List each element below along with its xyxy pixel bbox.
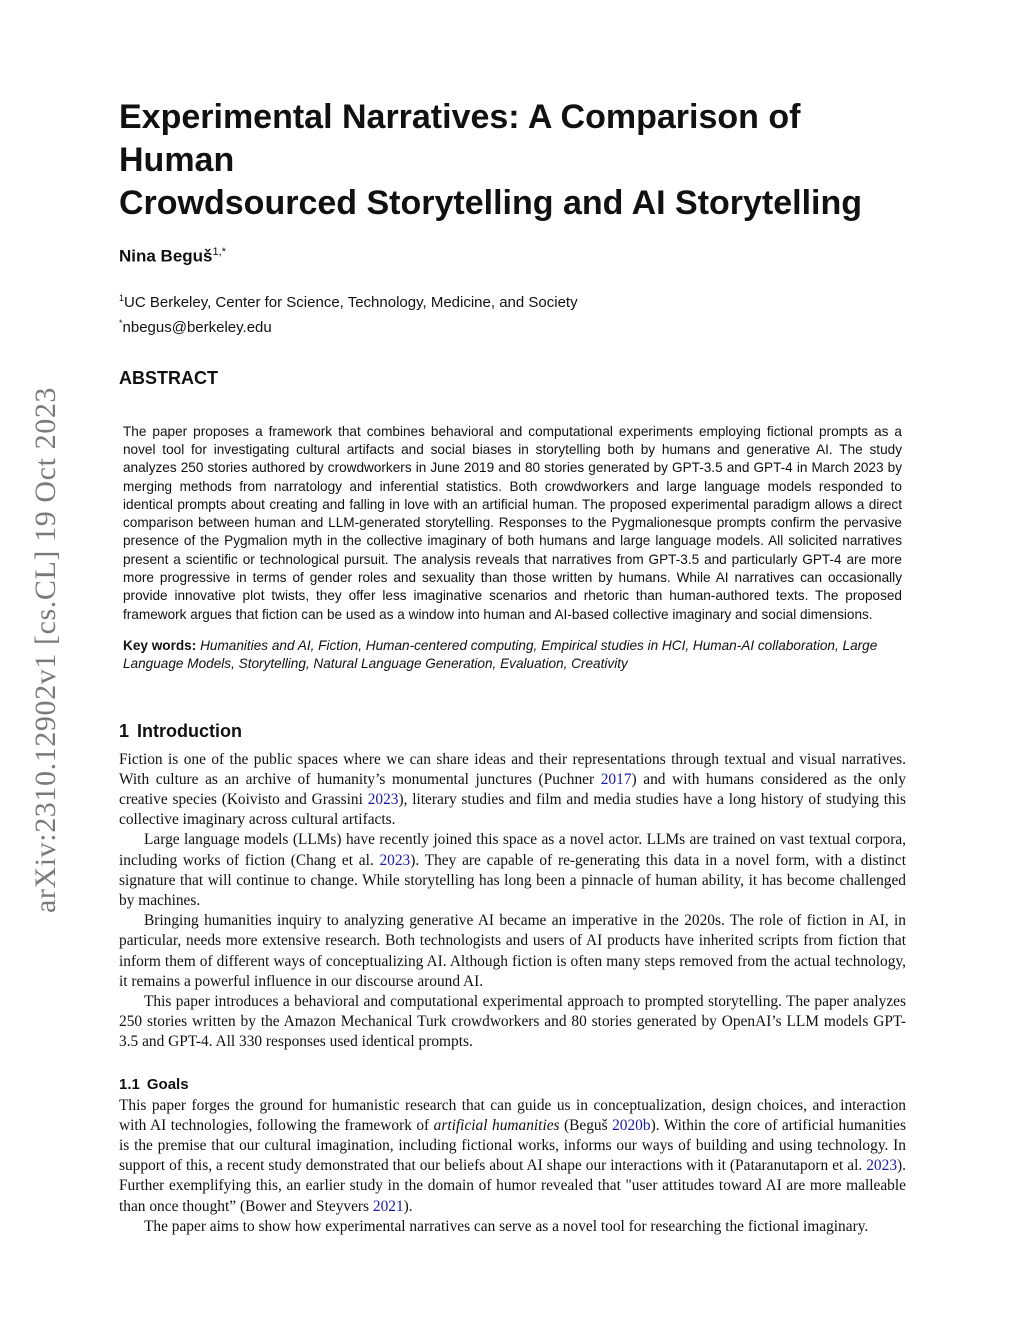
citation-link[interactable]: 2023 (866, 1157, 898, 1175)
affiliation-mark: 1 (119, 292, 125, 303)
subsection-number: 1.1 (119, 1075, 140, 1093)
abstract-heading: ABSTRACT (119, 367, 218, 388)
text-run: ). They are capable of re-generating this data in a novel form, with a distinct signature that will continue to change. While storytelling has long been a pinnacle of human ability, it has become challenged by machines. (119, 851, 906, 909)
arxiv-identifier-stamp: arXiv:2310.12902v1 [cs.CL] 19 Oct 2023 (29, 386, 62, 914)
abstract-text: The paper proposes a framework that combines behavioral and computational experiments employing fictional prompts as a novel tool for investigating cultural artifacts and social biases in storytelling both by humans and generative AI. The study analyzes 250 stories authored by crowdworkers in June 2019 and 80 stories generated by GPT-3.5 and GPT-4 in March 2023 by merging methods from narratology and inferential statistics. Both crowdworkers and large language models responded to identical prompts about creating and falling in love with an artificial human. The proposed experimental paradigm allows a direct comparison between human and LLM-generated storytelling. Responses to the Pygmalionesque prompts confirm the pervasive presence of the Pygmalion myth in the collective imaginary of both humans and large language models. All solicited narratives present a scientific or technological pursuit. The analysis reveals that narratives from GPT-3.5 and particularly GPT-4 are more more progressive in terms of gender roles and sexuality than those written by humans. While AI narratives can occasionally provide innovative plot twists, they offer less imaginative scenarios and rhetoric than human-authored texts. The proposed framework argues that fiction can be used as a window into human and AI-based collective imaginary and social dimensions. (123, 423, 902, 622)
author-line (119, 241, 906, 268)
keywords (123, 637, 902, 674)
text-run: Large language models (LLMs) have recently joined this space as a novel actor. LLMs are trained on vast textual corpora, including works of fiction (Chang et al. (119, 831, 906, 869)
paper-content (119, 96, 906, 1237)
text-run: ). Further exemplifying this, an earlier study in the domain of humor revealed that "user attitudes toward AI are more malleable than once thought” (Bower and Steyvers (119, 1157, 906, 1215)
citation-link[interactable]: 2017 (600, 770, 632, 788)
intro-paragraph-3: Bringing humanities inquiry to analyzing generative AI became an imperative in the 2020s. The role of fiction in AI, in particular, needs more extensive research. Both technologists and users of AI products have inherited scripts from fiction that inform them of different ways of conceptualizing AI. Although fiction is often many steps removed from the actual technology, it remains a powerful influence in our discourse around AI. (119, 912, 906, 990)
intro-paragraph-2 (119, 830, 906, 911)
author-email-link[interactable]: nbegus@berkeley.edu (122, 318, 272, 336)
section-title: Introduction (137, 720, 242, 741)
subsection-heading-goals (119, 1075, 906, 1095)
keywords-list: Humanities and AI, Fiction, Human-centered computing, Empirical studies in HCI, Human-AI collaboration, Large Language Models, Storytelling, Natural Language Generation, Evaluation, Creativity (123, 637, 878, 672)
author-affiliation-marks: 1,* (212, 246, 226, 258)
goals-body (119, 1096, 906, 1237)
text-run: ), literary studies and film and media studies have a long history of studying this collective imaginary across cultural artifacts. (119, 790, 906, 829)
section-heading-introduction (119, 720, 906, 742)
affiliation-mark: * (119, 317, 123, 328)
introduction-body (119, 750, 906, 1053)
affiliation-1 (119, 288, 906, 313)
text-run: (Beguš (559, 1116, 613, 1134)
intro-paragraph-4: This paper introduces a behavioral and computational experimental approach to prompted storytelling. The paper analyzes 250 stories written by the Amazon Mechanical Turk crowdworkers and 80 stories generated by OpenAI’s LLM models GPT-3.5 and GPT-4. All 330 responses used identical prompts. (119, 992, 906, 1051)
citation-link[interactable]: 2021 (372, 1197, 404, 1215)
text-run: Fiction is one of the public spaces where we can share ideas and their representations through textual and visual narratives. With culture as an archive of humanity’s monumental junctures (Puchner (119, 750, 906, 788)
text-run: ) and with humans considered as the only creative species (Koivisto and Grassini (119, 770, 907, 808)
citation-link[interactable]: 2023 (379, 851, 411, 869)
affiliation-email (119, 313, 906, 338)
title-line-2: Crowdsourced Storytelling and AI Storytelling (119, 184, 863, 222)
text-run: ). (403, 1197, 413, 1215)
affiliation-text: UC Berkeley, Center for Science, Technology, Medicine, and Society (124, 293, 578, 311)
text-run: ). Within the core of artificial humanities is the premise that our cultural imagination, including fictional works, informs our ways of building and using technology. In support of this, a recent study demonstrated that our beliefs about AI shape our interactions with it (Pataranutaporn et al. (119, 1116, 906, 1175)
intro-paragraph-1 (119, 750, 906, 831)
section-number: 1 (119, 720, 130, 741)
text-run: This paper forges the ground for humanistic research that can guide us in conceptualization, design choices, and interaction with AI technologies, following the framework of (119, 1096, 906, 1134)
emphasized-term: artificial humanities (433, 1116, 560, 1134)
subsection-title: Goals (146, 1075, 189, 1093)
citation-link[interactable]: 2023 (367, 790, 399, 808)
affiliations (119, 288, 906, 338)
goals-paragraph-2: The paper aims to show how experimental narratives can serve as a novel tool for researching the fictional imaginary. (144, 1217, 869, 1235)
paper-title (119, 96, 906, 225)
author-name: Nina Beguš (119, 246, 213, 266)
citation-link[interactable]: 2020b (612, 1116, 651, 1134)
keywords-label: Key words: (123, 637, 197, 653)
title-line-1: Experimental Narratives: A Comparison of Human (119, 98, 801, 179)
goals-paragraph-1 (119, 1096, 906, 1217)
